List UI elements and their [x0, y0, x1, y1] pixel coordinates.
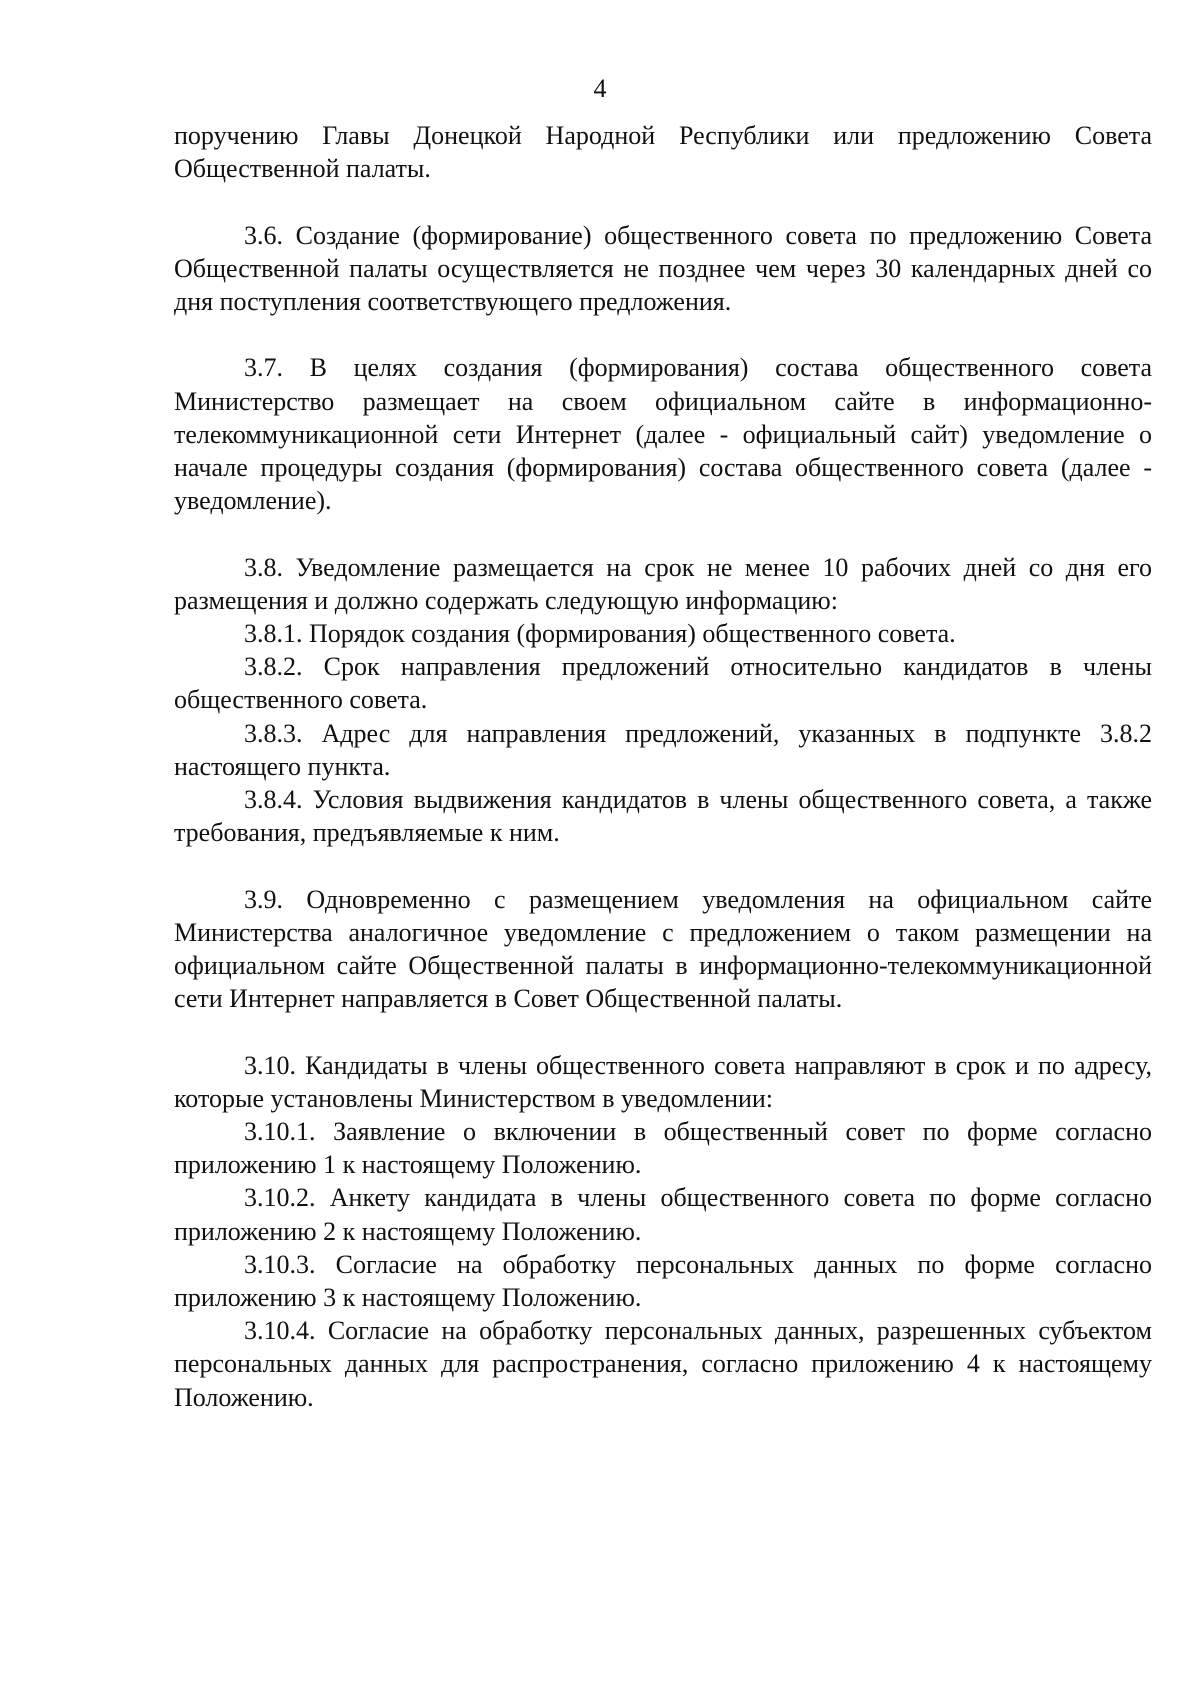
paragraph-3-10: 3.10. Кандидаты в члены общественного совета направляют в срок и по адресу, которые установлены Министерством в уведомлении: — [174, 1050, 1152, 1113]
paragraph-spacer — [174, 1015, 1152, 1048]
paragraph-3-9: 3.9. Одновременно с размещением уведомления на официальном сайте Министерства аналогичное уведомление с предложением о таком размещении на официальном сайте Общественной палаты в информационно-телекоммуникационной сети Интернет направляется в Совет Общественной палаты. — [174, 884, 1152, 1014]
paragraph-3-8-3: 3.8.3. Адрес для направления предложений, указанных в подпункте 3.8.2 настоящего пункта. — [174, 718, 1152, 781]
paragraph-3-10-4: 3.10.4. Согласие на обработку персональных данных, разрешенных субъектом персональных данных для распространения, согласно приложению 4 к настоящему Положению. — [174, 1316, 1152, 1412]
paragraph-3-8: 3.8. Уведомление размещается на срок не менее 10 рабочих дней со дня его размещения и должно содержать следующую информацию: — [174, 552, 1152, 615]
paragraph-3-8-4: 3.8.4. Условия выдвижения кандидатов в члены общественного совета, а также требования, предъявляемые к ним. — [174, 785, 1152, 848]
page-number: 4 — [593, 74, 607, 103]
paragraph-spacer — [174, 849, 1152, 882]
paragraph-3-10-2: 3.10.2. Анкету кандидата в члены общественного совета по форме согласно приложению 2 к настоящему Положению. — [174, 1183, 1152, 1246]
paragraph-3-10-3: 3.10.3. Согласие на обработку персональных данных по форме согласно приложению 3 к настоящему Положению. — [174, 1249, 1152, 1313]
paragraph-spacer — [174, 185, 1152, 218]
paragraph-spacer — [174, 318, 1152, 351]
paragraph-continuation: поручению Главы Донецкой Народной Республики или предложению Совета Общественной палаты. — [174, 121, 1152, 184]
document-body — [174, 119, 1152, 1414]
paragraph-spacer — [174, 517, 1152, 550]
paragraph-3-6: 3.6. Создание (формирование) общественного совета по предложению Совета Общественной палаты осуществляется не позднее чем через 30 календарных дней со дня поступления соответствующего предложения. — [174, 220, 1152, 316]
paragraph-3-10-1: 3.10.1. Заявление о включении в общественный совет по форме согласно приложению 1 к настоящему Положению. — [174, 1117, 1152, 1180]
paragraph-3-8-1: 3.8.1. Порядок создания (формирования) общественного совета. — [244, 619, 956, 648]
paragraph-3-7: 3.7. В целях создания (формирования) состава общественного совета Министерство размещает на своем официальном сайте в информационно-телекоммуникационной сети Интернет (далее - официальный сайт) уведомление о начале процедуры создания (формирования) состава общественного совета (далее - уведомление). — [174, 353, 1152, 516]
paragraph-3-8-2: 3.8.2. Срок направления предложений относительно кандидатов в члены общественного совета. — [174, 652, 1152, 715]
